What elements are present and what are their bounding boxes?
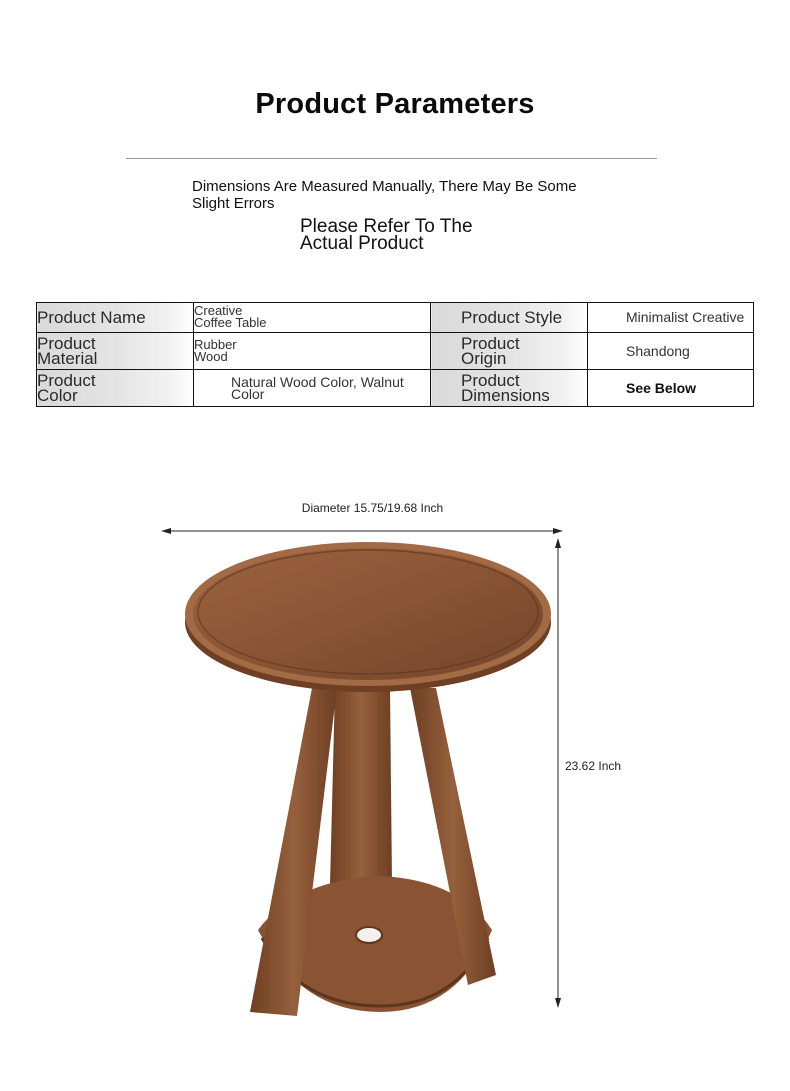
diameter-label: Diameter 15.75/19.68 Inch	[301, 501, 444, 515]
param-value-origin: Shandong	[588, 332, 754, 369]
param-label-dimensions: Product Dimensions	[431, 369, 588, 406]
table-top	[185, 542, 551, 692]
param-label-color: Product Color	[37, 369, 194, 406]
param-label-name: Product Name	[37, 303, 194, 333]
param-label-style: Product Style	[431, 303, 588, 333]
back-leg	[330, 688, 392, 885]
param-value-name: Creative Coffee Table	[194, 303, 431, 333]
height-arrow-icon	[555, 538, 561, 1008]
param-value-dimensions: See Below	[588, 369, 754, 406]
disclaimer-note: Dimensions Are Measured Manually, There May Be Some Slight Errors	[192, 178, 577, 212]
param-value-color: Natural Wood Color, Walnut Color	[194, 369, 431, 406]
refer-note: Please Refer To The Actual Product	[300, 216, 473, 254]
param-value-material: Rubber Wood	[194, 332, 431, 369]
param-label-origin: Product Origin	[431, 332, 588, 369]
page-title: Product Parameters	[255, 88, 535, 120]
diameter-arrow-icon	[161, 528, 563, 534]
param-label-material: Product Material	[37, 332, 194, 369]
height-label: 23.62 Inch	[565, 759, 622, 773]
param-value-style: Minimalist Creative	[588, 303, 754, 333]
